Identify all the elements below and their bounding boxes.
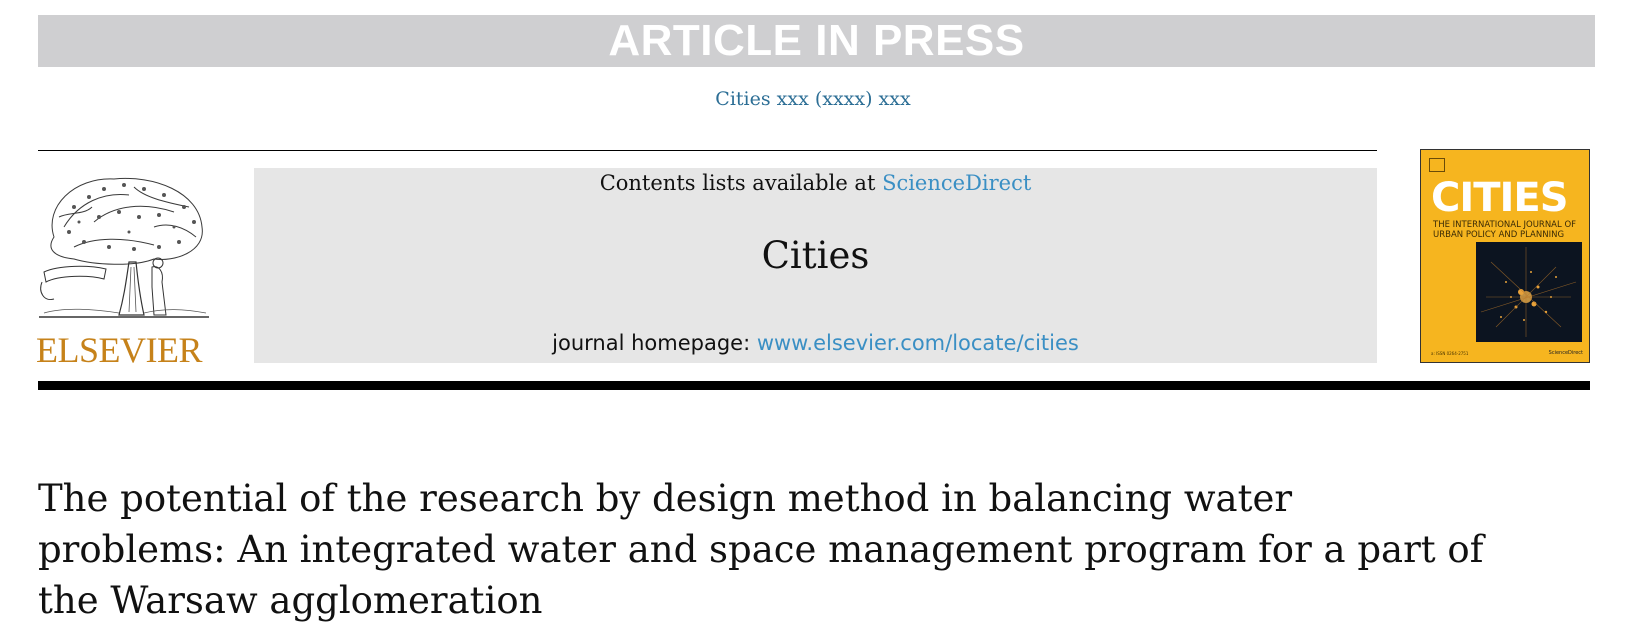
article-title-line: the Warsaw agglomeration (38, 579, 543, 622)
sciencedirect-link[interactable]: ScienceDirect (882, 171, 1032, 195)
cover-footer-left: a: ISSN 0264-2751 (1431, 351, 1469, 356)
homepage-line (254, 331, 1377, 355)
cover-title: CITIES (1431, 175, 1568, 221)
article-title-line: problems: An integrated water and space management program for a part of (38, 528, 1484, 571)
journal-name: Cities (761, 234, 870, 277)
cover-subtitle: THE INTERNATIONAL JOURNAL OF URBAN POLICY AND PLANNING (1433, 220, 1577, 240)
contents-line (254, 168, 1377, 198)
article-title (38, 473, 1484, 626)
article-in-press-banner: ARTICLE IN PRESS (38, 15, 1595, 67)
contents-prefix: Contents lists available at (599, 171, 883, 195)
masthead-bottom-divider (38, 381, 1590, 390)
journal-citation: Cities xxx (xxxx) xxx (715, 88, 911, 110)
cover-sciencedirect-label: ScienceDirect (1548, 350, 1583, 356)
homepage-prefix: journal homepage: (552, 331, 757, 355)
cover-city-lights-image (1476, 242, 1582, 342)
publisher-name: ELSEVIER (36, 330, 202, 370)
journal-homepage-link[interactable]: www.elsevier.com/locate/cities (756, 331, 1079, 355)
journal-masthead (254, 168, 1377, 363)
top-divider (38, 150, 1377, 151)
cover-elsevier-mark-icon (1429, 158, 1445, 172)
article-title-line: The potential of the research by design method in balancing water (38, 477, 1293, 520)
journal-cover (1420, 149, 1590, 363)
